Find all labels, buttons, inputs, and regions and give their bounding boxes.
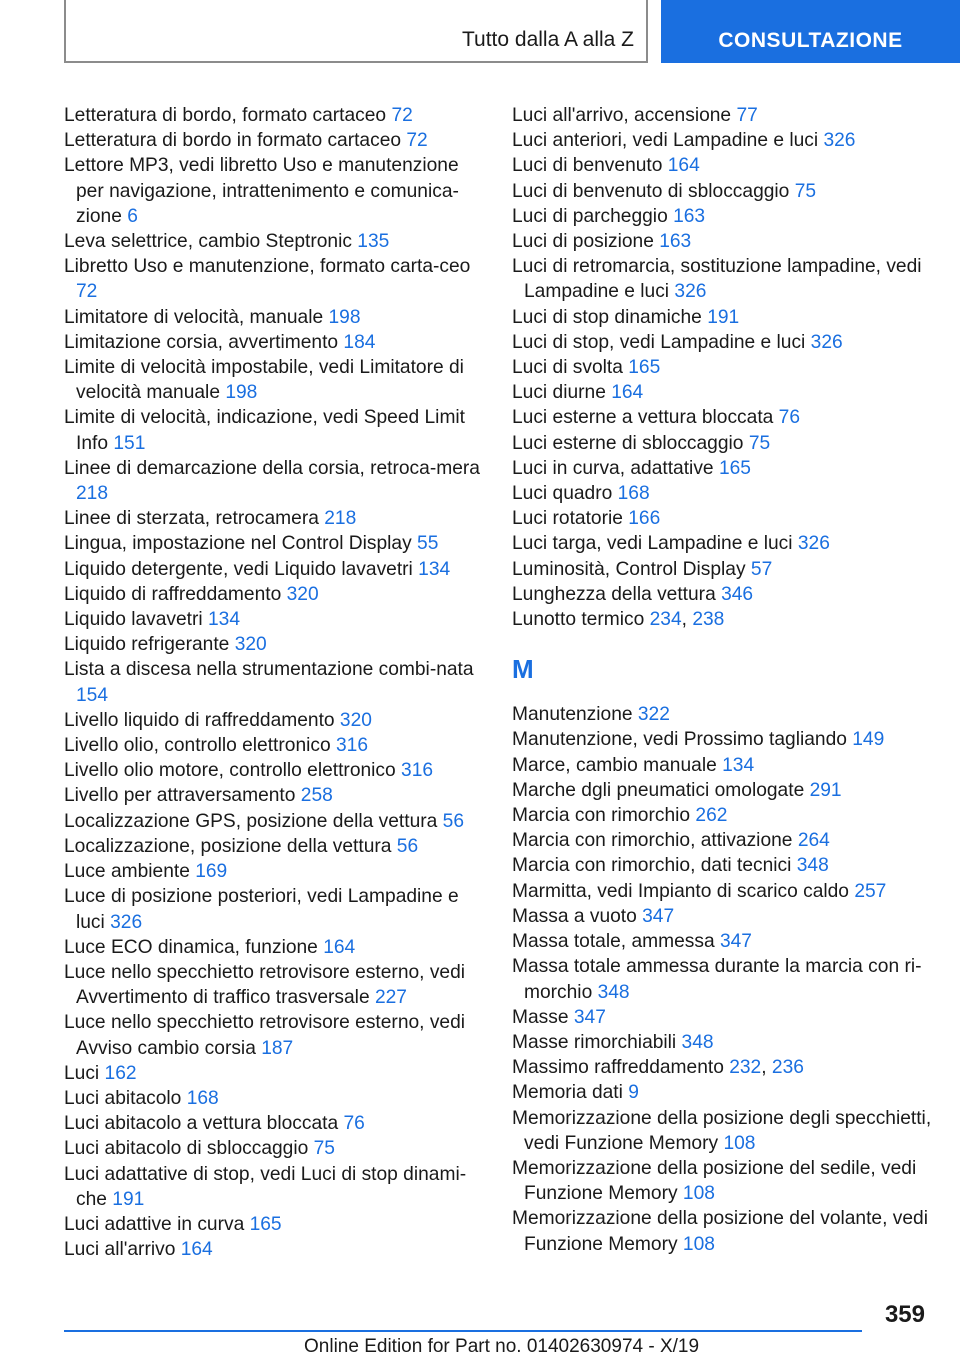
header-section-title: Tutto dalla A alla Z <box>462 28 634 51</box>
page-reference-link[interactable]: 326 <box>674 281 707 303</box>
index-entry <box>64 733 484 758</box>
index-entry-text: Limitatore di velocità, manuale <box>64 306 324 328</box>
index-entry-text: Luci di benvenuto di sbloccaggio <box>512 180 790 202</box>
index-entry <box>512 803 932 828</box>
index-entry-text: Liquido lavavetri <box>64 609 203 631</box>
page-reference-link[interactable]: 320 <box>339 709 372 731</box>
index-entry-text: Luci <box>64 1062 100 1084</box>
index-entry <box>64 506 484 531</box>
index-entry <box>512 380 932 405</box>
index-entry-text: Livello per attraversamento <box>64 785 296 807</box>
header-chapter-tab[interactable]: CONSULTAZIONE <box>661 0 960 63</box>
page-reference-link[interactable]: 72 <box>406 130 428 152</box>
index-entry <box>512 702 932 727</box>
index-entry <box>64 1111 484 1136</box>
index-entry-text: Marcia con rimorchio, attivazione <box>512 830 793 852</box>
page-reference-link[interactable]: 326 <box>797 533 830 555</box>
index-entry <box>512 330 932 355</box>
index-entry <box>64 960 484 1010</box>
index-entry <box>512 557 932 582</box>
index-entry <box>64 305 484 330</box>
page-reference-link[interactable]: 347 <box>719 931 752 953</box>
index-entry <box>64 1237 484 1262</box>
index-entry <box>64 531 484 556</box>
page-reference-link[interactable]: 134 <box>418 558 451 580</box>
index-entry <box>64 607 484 632</box>
index-entry <box>64 1086 484 1111</box>
index-entry-text: Marche dgli pneumatici omologate <box>512 779 805 801</box>
footer-edition: Online Edition for Part no. 01402630974 - X/19 <box>304 1336 700 1357</box>
page-reference-link[interactable]: 347 <box>642 905 675 927</box>
page-reference-link[interactable]: 257 <box>854 880 887 902</box>
index-entry-text: Lettore MP3, vedi libretto Uso e manutenzione per navigazione, intrattenimento e comunica-zione <box>64 155 459 227</box>
index-entry-text: Liquido refrigerante <box>64 634 230 656</box>
index-entry-text: Luci abitacolo a vettura bloccata <box>64 1113 339 1135</box>
index-entry-text: Livello liquido di raffreddamento <box>64 709 335 731</box>
page-reference-link[interactable]: 108 <box>682 1183 715 1205</box>
index-entry-text: Marcia con rimorchio, dati tecnici <box>512 855 792 877</box>
index-entry-text: Luci adattative di stop, vedi Luci di stop dinami-che <box>64 1163 467 1210</box>
page-reference-link[interactable]: 291 <box>809 779 842 801</box>
index-entry-text: Lunotto termico <box>512 609 645 631</box>
page-reference-link[interactable]: 154 <box>76 684 109 706</box>
page-reference-link[interactable]: 348 <box>597 981 630 1003</box>
index-entry-text: Luci di benvenuto <box>512 155 663 177</box>
index-entry-text: Memorizzazione della posizione del sedile, vedi Funzione Memory <box>512 1157 917 1205</box>
index-entry <box>64 254 484 304</box>
index-entry <box>512 103 932 128</box>
page-reference-link[interactable]: 6 <box>127 205 138 227</box>
index-entry <box>64 229 484 254</box>
page-reference-link[interactable]: 191 <box>707 306 740 328</box>
index-entry <box>512 828 932 853</box>
index-entry-text: Marmitta, vedi Impianto di scarico caldo <box>512 880 849 902</box>
page-reference-link[interactable]: 347 <box>573 1006 606 1028</box>
page-reference-link[interactable]: 165 <box>249 1213 282 1235</box>
index-entry-text: Luci di posizione <box>512 231 654 253</box>
index-entry-text: Luci di stop dinamiche <box>512 306 702 328</box>
page-reference-link[interactable]: 184 <box>343 331 376 353</box>
page-reference-link[interactable]: 75 <box>748 432 771 454</box>
page-reference-link[interactable]: 326 <box>810 331 843 353</box>
index-entry <box>512 929 932 954</box>
page-reference-link[interactable]: 77 <box>736 105 758 126</box>
index-entry <box>64 859 484 884</box>
index-entry-text: Luci di retromarcia, sostituzione lampadine, vedi Lampadine e luci <box>512 256 922 303</box>
index-entry <box>512 481 932 506</box>
index-entry <box>512 1030 932 1055</box>
index-entry <box>64 456 484 506</box>
index-entry-text: Luci di svolta <box>512 357 623 379</box>
index-entry-text: Luce ECO dinamica, funzione <box>64 936 318 958</box>
page-reference-link[interactable]: 164 <box>180 1239 213 1261</box>
page-reference-link[interactable]: 168 <box>186 1087 219 1109</box>
index-entry <box>512 204 932 229</box>
index-entry-text: Liquido di raffreddamento <box>64 583 282 605</box>
page-reference-link[interactable]: 166 <box>628 508 661 530</box>
footer-divider <box>64 1330 862 1332</box>
page-reference-link[interactable]: 75 <box>794 180 817 202</box>
index-entry-text: Massa a vuoto <box>512 905 637 927</box>
index-entry-text: Luci di stop, vedi Lampadine e luci <box>512 331 806 353</box>
index-entry <box>512 456 932 481</box>
index-entry <box>64 1162 484 1212</box>
index-entry <box>64 632 484 657</box>
page-reference-link[interactable]: 55 <box>417 533 439 555</box>
index-entry <box>512 431 932 456</box>
index-entry <box>512 1206 932 1256</box>
page-reference-link[interactable]: 9 <box>628 1082 639 1104</box>
page-reference-link[interactable]: 187 <box>261 1037 294 1059</box>
index-entry <box>512 531 932 556</box>
index-entry <box>64 1010 484 1060</box>
index-entry <box>64 809 484 834</box>
index-entry-text: Memorizzazione della posizione del volante, vedi Funzione Memory <box>512 1208 928 1255</box>
index-entry-text: Luci esterne di sbloccaggio <box>512 432 744 454</box>
index-entry <box>512 506 932 531</box>
index-entry <box>64 884 484 934</box>
index-entry <box>512 355 932 380</box>
index-entry <box>512 853 932 878</box>
index-entry-text: Lunghezza della vettura <box>512 583 716 605</box>
page-reference-link[interactable]: 322 <box>637 704 670 726</box>
index-column-left <box>64 103 484 1262</box>
index-entry <box>64 834 484 859</box>
page-reference-link[interactable]: 320 <box>234 634 267 656</box>
index-section-letter: M <box>512 654 534 685</box>
page-reference-link[interactable]: 165 <box>628 357 661 379</box>
index-entry <box>512 229 932 254</box>
page-reference-link[interactable]: 346 <box>721 583 754 605</box>
index-entry-text: Lingua, impostazione nel Control Display <box>64 533 412 555</box>
page-reference-link[interactable]: 191 <box>112 1188 145 1210</box>
index-column-right <box>512 103 932 1257</box>
page-reference-link[interactable]: 262 <box>695 805 728 827</box>
page-reference-link[interactable]: 75 <box>313 1138 335 1160</box>
index-entry <box>64 355 484 405</box>
index-entry <box>64 582 484 607</box>
index-entry <box>64 783 484 808</box>
index-entry <box>512 778 932 803</box>
index-entry-text: Luci esterne a vettura bloccata <box>512 407 774 429</box>
page-reference-link[interactable]: 108 <box>723 1132 756 1154</box>
index-entry-text: Luci all'arrivo, accensione <box>512 105 732 126</box>
index-entry-text: Letteratura di bordo in formato cartaceo <box>64 130 402 152</box>
page-reference-link[interactable]: 108 <box>682 1233 715 1255</box>
page-reference-link[interactable]: 56 <box>442 810 464 832</box>
index-entry-text: Linee di demarcazione della corsia, retroca-mera <box>64 457 480 479</box>
page-reference-link[interactable]: 320 <box>286 583 319 605</box>
page-reference-link[interactable]: 163 <box>673 205 706 227</box>
page-reference-link[interactable]: 135 <box>357 231 390 253</box>
page-reference-link[interactable]: 72 <box>391 105 413 126</box>
page-reference-link[interactable]: 258 <box>300 785 333 807</box>
index-entry <box>64 557 484 582</box>
index-entry <box>64 935 484 960</box>
index-entry <box>64 1136 484 1161</box>
page-reference-link[interactable]: 72 <box>76 281 98 303</box>
page-reference-link[interactable]: 198 <box>328 306 361 328</box>
page-reference-link[interactable]: 163 <box>659 231 692 253</box>
index-entry: Massimo raffreddamento 232, 236 <box>512 1057 804 1079</box>
index-entry-text: Lista a discesa nella strumentazione combi-nata <box>64 659 474 681</box>
page-number: 359 <box>884 1301 925 1328</box>
index-entry-text: Memoria dati <box>512 1082 623 1104</box>
index-entry-text: Luci in curva, adattative <box>512 457 714 479</box>
index-entry <box>512 254 932 304</box>
index-entry <box>512 954 932 1004</box>
page-reference-link[interactable]: 151 <box>113 432 146 454</box>
index-entry-text: Luminosità, Control Display <box>512 558 746 580</box>
index-entry-text: Luci abitacolo di sbloccaggio <box>64 1138 309 1160</box>
page-reference-link[interactable]: 218 <box>76 483 109 505</box>
page-reference-link[interactable]: 316 <box>335 735 368 757</box>
index-entry-text: Massa totale ammessa durante la marcia con ri-morchio <box>512 956 922 1003</box>
index-entry-text: Luce ambiente <box>64 861 190 883</box>
page-reference-link[interactable]: 326 <box>110 911 143 933</box>
index-entry-text: Luci abitacolo <box>64 1087 182 1109</box>
page-reference-link[interactable]: 198 <box>225 382 258 404</box>
index-entry <box>64 153 484 229</box>
index-entry-text: Leva selettrice, cambio Steptronic <box>64 231 352 253</box>
index-entry <box>512 1080 932 1105</box>
index-entry <box>512 1106 932 1156</box>
page-reference-link[interactable]: 134 <box>722 754 755 776</box>
page-reference-link[interactable]: 218 <box>324 508 357 530</box>
index-entry-text: Luci anteriori, vedi Lampadine e luci <box>512 130 819 152</box>
index-entry <box>64 103 484 128</box>
page-reference-link[interactable]: 134 <box>208 609 241 631</box>
page-reference-link[interactable]: 149 <box>852 729 885 751</box>
index-entry: Lunotto termico 234, 238 <box>512 609 725 631</box>
index-entry-text: Luci all'arrivo <box>64 1239 176 1261</box>
index-entry-text: Massimo raffreddamento <box>512 1057 724 1079</box>
index-entry-text: Livello olio, controllo elettronico <box>64 735 331 757</box>
page-reference-link[interactable]: 165 <box>718 457 751 479</box>
index-entry <box>512 153 932 178</box>
index-entry <box>512 904 932 929</box>
index-entry <box>512 582 932 607</box>
index-entry-text: Luci quadro <box>512 483 613 505</box>
page-reference-link[interactable]: 326 <box>823 130 856 152</box>
index-entry <box>512 727 932 752</box>
index-entry-text: Marcia con rimorchio <box>512 805 691 827</box>
index-entry <box>64 708 484 733</box>
page-reference-link[interactable]: 76 <box>343 1113 365 1135</box>
index-entry-text: Manutenzione, vedi Prossimo tagliando <box>512 729 847 751</box>
index-entry-text: Luce di posizione posteriori, vedi Lampadine e luci <box>64 886 459 933</box>
page-reference-link[interactable]: 316 <box>401 760 434 782</box>
index-entry <box>64 330 484 355</box>
index-entry-text: Masse <box>512 1006 569 1028</box>
index-entry-text: Limite di velocità impostabile, vedi Limitatore di velocità manuale <box>64 357 464 404</box>
index-entry <box>64 657 484 707</box>
index-entry-text: Luce nello specchietto retrovisore esterno, vedi Avvertimento di traffico trasversale <box>64 961 466 1009</box>
index-entry <box>512 405 932 430</box>
page-reference-link[interactable]: 164 <box>323 936 356 958</box>
index-entry-text: Luce nello specchietto retrovisore esterno, vedi Avviso cambio corsia <box>64 1012 466 1059</box>
page-reference-link[interactable]: 227 <box>374 987 407 1009</box>
page-reference-link[interactable]: 56 <box>396 835 419 857</box>
page-reference-link[interactable]: 238 <box>692 609 725 631</box>
index-entry <box>64 405 484 455</box>
index-entry <box>64 1061 484 1086</box>
page-reference-link[interactable]: 162 <box>104 1062 137 1084</box>
page-reference-link[interactable]: 57 <box>750 558 773 580</box>
index-entry <box>512 1005 932 1030</box>
page-reference-link[interactable]: 264 <box>797 830 830 852</box>
index-entry <box>64 128 484 153</box>
index-entry-text: Manutenzione <box>512 704 633 726</box>
index-entry-text: Memorizzazione della posizione degli specchietti, vedi Funzione Memory <box>512 1107 932 1154</box>
index-entry <box>512 128 932 153</box>
index-entry-text: Massa totale, ammessa <box>512 931 715 953</box>
index-entry-text: Localizzazione, posizione della vettura <box>64 835 392 857</box>
index-entry <box>512 179 932 204</box>
index-entry-text: Localizzazione GPS, posizione della vettura <box>64 810 438 832</box>
index-entry-text: Luci adattive in curva <box>64 1213 245 1235</box>
index-entry-text: Marce, cambio manuale <box>512 754 717 776</box>
page-reference-link[interactable]: 232 <box>729 1057 762 1079</box>
index-entry <box>512 879 932 904</box>
page-reference-link[interactable]: 164 <box>667 155 700 177</box>
index-entry-text: Masse rimorchiabili <box>512 1031 677 1053</box>
index-entry-text: Limite di velocità, indicazione, vedi Speed Limit Info <box>64 407 466 454</box>
page-reference-link[interactable]: 348 <box>681 1031 714 1053</box>
page-reference-link[interactable]: 168 <box>617 483 650 505</box>
index-entry <box>512 1156 932 1206</box>
index-entry-text: Luci diurne <box>512 382 606 404</box>
index-entry <box>64 1212 484 1237</box>
page-reference-link[interactable]: 234 <box>649 609 682 631</box>
index-entry-text: Linee di sterzata, retrocamera <box>64 508 319 530</box>
page-reference-link[interactable]: 236 <box>771 1057 804 1079</box>
index-entry <box>64 758 484 783</box>
index-entry <box>512 753 932 778</box>
index-entry-text: Luci rotatorie <box>512 508 623 530</box>
page-reference-link[interactable]: 164 <box>611 382 644 404</box>
page-reference-link[interactable]: 348 <box>796 855 829 877</box>
index-entry-text: Luci di parcheggio <box>512 205 668 227</box>
index-entry-text: Liquido detergente, vedi Liquido lavavetri <box>64 558 413 580</box>
index-entry-text: Limitazione corsia, avvertimento <box>64 331 339 353</box>
index-entry-text: Livello olio motore, controllo elettronico <box>64 760 396 782</box>
index-entry-text: Luci targa, vedi Lampadine e luci <box>512 533 793 555</box>
index-entry-text: Letteratura di bordo, formato cartaceo <box>64 105 387 126</box>
index-entry-text: Libretto Uso e manutenzione, formato carta-ceo <box>64 256 471 278</box>
page-reference-link[interactable]: 169 <box>195 861 228 883</box>
page-reference-link[interactable]: 76 <box>778 407 801 429</box>
index-entry <box>512 305 932 330</box>
